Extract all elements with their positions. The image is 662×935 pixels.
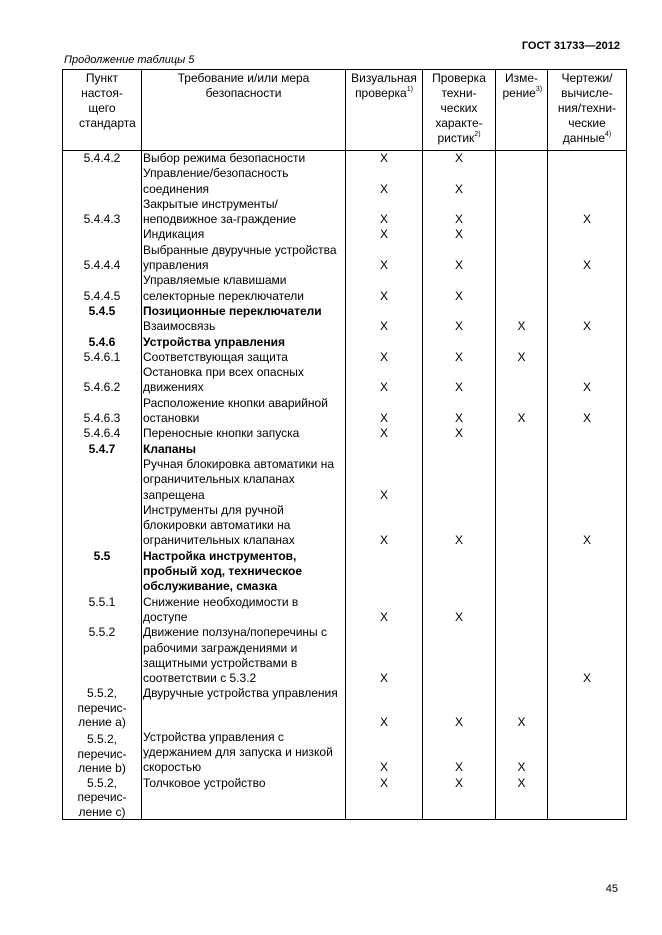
measure-mark: [496, 503, 548, 549]
requirement-cell: Настройка инструментов, пробный ход, техническое обслуживание, смазка: [142, 549, 346, 595]
drawings-mark: X: [548, 319, 627, 334]
table-row: [63, 227, 627, 242]
table-row: [63, 365, 627, 396]
visual-check-mark: X: [346, 730, 423, 776]
clause-cell: 5.4.4.2: [63, 151, 142, 167]
clause-cell: 5.4.4.5: [63, 273, 142, 304]
tech-check-mark: X: [423, 730, 496, 776]
requirement-cell: Закрытые инструменты/неподвижное за-граждение: [142, 197, 346, 228]
clause-cell: 5.5.2: [63, 625, 142, 686]
tech-check-mark: X: [423, 396, 496, 427]
requirement-cell: Устройства управления с удержанием для запуска и низкой скоростью: [142, 730, 346, 776]
tech-check-mark: X: [423, 365, 496, 396]
measure-mark: [496, 457, 548, 503]
requirement-cell: Ручная блокировка автоматики на ограничительных клапанах запрещена: [142, 457, 346, 503]
requirement-cell: Снижение необходимости в доступе: [142, 595, 346, 626]
page-number: 45: [605, 883, 618, 895]
visual-check-mark: X: [346, 457, 423, 503]
measure-mark: X: [496, 319, 548, 334]
drawings-mark: X: [548, 365, 627, 396]
drawings-mark: [548, 457, 627, 503]
table-row: [63, 304, 627, 319]
measure-mark: [496, 243, 548, 274]
table-row: [63, 442, 627, 457]
drawings-mark: [548, 776, 627, 820]
tech-check-mark: [423, 304, 496, 319]
col-header-requirement: Требование и/или мера безопасности: [142, 70, 346, 151]
table-row: [63, 457, 627, 503]
footnote-ref: 2): [474, 131, 481, 138]
visual-check-mark: X: [346, 595, 423, 626]
drawings-mark: [548, 442, 627, 457]
measure-mark: X: [496, 396, 548, 427]
drawings-mark: [548, 273, 627, 304]
table-row: [63, 625, 627, 686]
visual-check-mark: X: [346, 319, 423, 334]
table-row: [63, 273, 627, 304]
tech-check-mark: [423, 457, 496, 503]
col-header-measure: Изме-рение$^{3)}$: [496, 70, 548, 151]
table-row: [63, 166, 627, 197]
drawings-mark: [548, 227, 627, 242]
drawings-mark: [548, 426, 627, 441]
drawings-mark: [548, 304, 627, 319]
table-header-row: [63, 70, 627, 151]
clause-cell: 5.5.2, перечис-ление c): [63, 776, 142, 820]
footnote-ref: 4): [605, 131, 612, 138]
tech-check-mark: X: [423, 227, 496, 242]
tech-check-mark: X: [423, 776, 496, 820]
tech-check-mark: X: [423, 350, 496, 365]
clause-cell: 5.4.7: [63, 442, 142, 457]
tech-check-mark: X: [423, 166, 496, 197]
measure-mark: [496, 625, 548, 686]
clause-cell: 5.4.6.3: [63, 396, 142, 427]
drawings-mark: X: [548, 625, 627, 686]
table-row: [63, 335, 627, 350]
table-row: [63, 549, 627, 595]
visual-check-mark: X: [346, 350, 423, 365]
tech-check-mark: X: [423, 197, 496, 228]
footnote-ref: 1): [406, 86, 413, 93]
tech-check-mark: X: [423, 426, 496, 441]
drawings-mark: X: [548, 243, 627, 274]
document-code: ГОСТ 31733—2012: [521, 40, 620, 52]
clause-cell: [63, 319, 142, 334]
requirement-cell: Движение ползуна/поперечины с рабочими заграждениями и защитными устройствами в соответствии с 5.3.2: [142, 625, 346, 686]
visual-check-mark: X: [346, 426, 423, 441]
visual-check-mark: X: [346, 273, 423, 304]
table-row: [63, 776, 627, 820]
drawings-mark: [548, 730, 627, 776]
drawings-mark: X: [548, 396, 627, 427]
measure-mark: [496, 197, 548, 228]
col-header-clause: Пункт настоя-щего стандарта: [63, 70, 142, 151]
table-row: [63, 426, 627, 441]
requirement-cell: Расположение кнопки аварийной остановки: [142, 396, 346, 427]
requirement-cell: Толчковое устройство: [142, 776, 346, 820]
requirement-cell: Двуручные устройства управления: [142, 686, 346, 730]
clause-cell: 5.4.6.1: [63, 350, 142, 365]
measure-mark: [496, 549, 548, 595]
requirement-cell: Позиционные переключатели: [142, 304, 346, 319]
tech-check-mark: X: [423, 503, 496, 549]
tech-check-mark: [423, 335, 496, 350]
requirement-cell: Инструменты для ручной блокировки автоматики на ограничительных клапанах: [142, 503, 346, 549]
visual-check-mark: X: [346, 166, 423, 197]
requirement-cell: Клапаны: [142, 442, 346, 457]
tech-check-mark: [423, 625, 496, 686]
requirement-cell: Выбор режима безопасности: [142, 151, 346, 167]
table-row: [63, 243, 627, 274]
requirement-cell: Переносные кнопки запуска: [142, 426, 346, 441]
table-row: [63, 350, 627, 365]
tech-check-mark: X: [423, 243, 496, 274]
measure-mark: [496, 304, 548, 319]
visual-check-mark: X: [346, 503, 423, 549]
requirement-cell: Взаимосвязь: [142, 319, 346, 334]
visual-check-mark: X: [346, 686, 423, 730]
measure-mark: X: [496, 730, 548, 776]
clause-cell: 5.5: [63, 549, 142, 595]
clause-cell: 5.4.4.3: [63, 197, 142, 228]
tech-check-mark: X: [423, 595, 496, 626]
clause-cell: 5.4.5: [63, 304, 142, 319]
measure-mark: [496, 595, 548, 626]
tech-check-mark: X: [423, 273, 496, 304]
requirement-cell: Управление/безопасность соединения: [142, 166, 346, 197]
requirement-cell: Выбранные двуручные устройства управления: [142, 243, 346, 274]
visual-check-mark: X: [346, 776, 423, 820]
tech-check-mark: X: [423, 686, 496, 730]
drawings-mark: [548, 595, 627, 626]
table-row: [63, 503, 627, 549]
drawings-mark: [548, 350, 627, 365]
table-row: [63, 730, 627, 776]
col-header-drawings: Чертежи/ вычисле-ния/техни-ческие данные$^{4)}$: [548, 70, 627, 151]
clause-cell: [63, 503, 142, 549]
drawings-mark: [548, 686, 627, 730]
drawings-mark: [548, 166, 627, 197]
visual-check-mark: [346, 335, 423, 350]
drawings-mark: X: [548, 197, 627, 228]
table-row: [63, 396, 627, 427]
visual-check-mark: X: [346, 396, 423, 427]
col-header-tech: Проверка техни-ческих характе-ристик$^{2)}$: [423, 70, 496, 151]
visual-check-mark: [346, 304, 423, 319]
measure-mark: [496, 273, 548, 304]
table-row: [63, 595, 627, 626]
requirement-cell: Устройства управления: [142, 335, 346, 350]
clause-cell: [63, 166, 142, 197]
clause-cell: 5.5.2, перечис-ление a): [63, 686, 142, 730]
visual-check-mark: X: [346, 197, 423, 228]
visual-check-mark: X: [346, 151, 423, 167]
measure-mark: [496, 151, 548, 167]
measure-mark: [496, 227, 548, 242]
tech-check-mark: X: [423, 319, 496, 334]
measure-mark: [496, 335, 548, 350]
clause-cell: [63, 457, 142, 503]
measure-mark: X: [496, 686, 548, 730]
tech-check-mark: [423, 442, 496, 457]
tech-check-mark: X: [423, 151, 496, 167]
requirement-cell: Остановка при всех опасных движениях: [142, 365, 346, 396]
drawings-mark: [548, 335, 627, 350]
measure-mark: X: [496, 350, 548, 365]
visual-check-mark: [346, 442, 423, 457]
tech-check-mark: [423, 549, 496, 595]
visual-check-mark: X: [346, 227, 423, 242]
clause-cell: 5.4.6.4: [63, 426, 142, 441]
table-row: [63, 319, 627, 334]
measure-mark: [496, 365, 548, 396]
visual-check-mark: [346, 549, 423, 595]
drawings-mark: [548, 549, 627, 595]
footnote-ref: 3): [535, 86, 543, 93]
clause-cell: 5.4.4.4: [63, 243, 142, 274]
measure-mark: X: [496, 776, 548, 820]
col-header-visual: Визуальная проверка$^{1)}$: [346, 70, 423, 151]
table-row: [63, 686, 627, 730]
clause-cell: [63, 227, 142, 242]
measure-mark: [496, 426, 548, 441]
drawings-mark: [548, 151, 627, 167]
requirements-table: [62, 69, 627, 820]
drawings-mark: X: [548, 503, 627, 549]
visual-check-mark: X: [346, 243, 423, 274]
clause-cell: 5.5.2, перечис-ление b): [63, 730, 142, 776]
clause-cell: 5.5.1: [63, 595, 142, 626]
requirement-cell: Управляемые клавишами селекторные переключатели: [142, 273, 346, 304]
visual-check-mark: X: [346, 625, 423, 686]
clause-cell: 5.4.6: [63, 335, 142, 350]
visual-check-mark: X: [346, 365, 423, 396]
measure-mark: [496, 442, 548, 457]
table-row: [63, 197, 627, 228]
requirement-cell: Индикация: [142, 227, 346, 242]
requirement-cell: Соответствующая защита: [142, 350, 346, 365]
clause-cell: 5.4.6.2: [63, 365, 142, 396]
table-row: [63, 151, 627, 167]
measure-mark: [496, 166, 548, 197]
table-continuation-caption: Продолжение таблицы 5: [64, 54, 195, 66]
